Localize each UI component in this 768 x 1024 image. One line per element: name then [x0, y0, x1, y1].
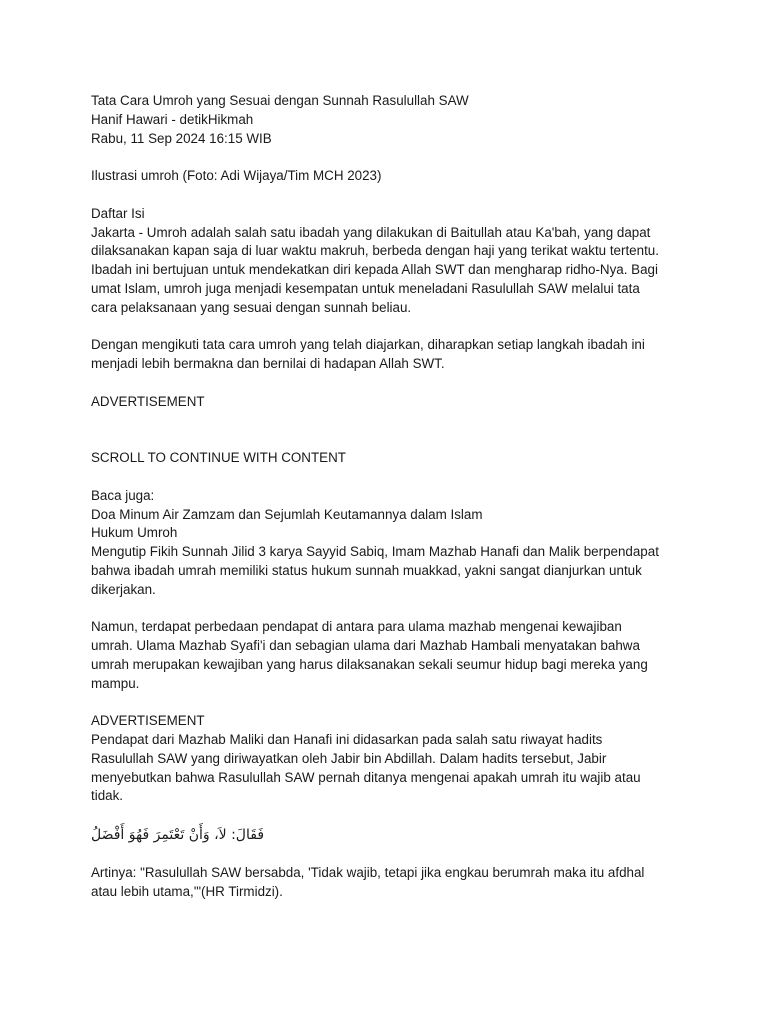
advertisement-label: ADVERTISEMENT — [91, 393, 205, 409]
advertisement-label: ADVERTISEMENT — [91, 713, 205, 729]
paragraph: Artinya: "Rasulullah SAW bersabda, 'Tidak wajib, tetapi jika engkau berumrah maka itu afdhal atau lebih utama,'"(HR Tirmidzi). — [91, 864, 645, 899]
article-title: Tata Cara Umroh yang Sesuai dengan Sunnah Rasulullah SAW — [91, 93, 469, 108]
arabic-quote: فَقَالَ: لاَ، وَأَنْ تَعْتَمِرَ فَهُوَ أَفْضَلُ — [91, 827, 265, 844]
section-heading: Hukum Umroh — [91, 525, 178, 541]
paragraph: Pendapat dari Mazhab Maliki dan Hanafi ini didasarkan pada salah satu riwayat hadits Rasulullah SAW yang diriwayatkan oleh Jabir bin Abdillah. Dalam hadits tersebut, Jabir menyebutkan bahwa Rasulullah SAW pernah ditanya mengenai apakah umrah itu wajib atau tidak. — [91, 732, 641, 804]
paragraph: Namun, terdapat perbedaan pendapat di antara para ulama mazhab mengenai kewajiban umrah. Ulama Mazhab Syafi'i dan sebagian ulama dari Mazhab Hambali menyatakan bahwa umrah merupakan kewajiban yang harus dilaksanakan sekali seumur hidup bagi mereka yang mampu. — [91, 619, 648, 691]
image-caption: Ilustrasi umroh (Foto: Adi Wijaya/Tim MCH 2023) — [91, 168, 382, 184]
paragraph: Jakarta - Umroh adalah salah satu ibadah yang dilakukan di Baitullah atau Ka'bah, yang dapat dilaksanakan kapan saja di luar waktu makruh, berbeda dengan haji yang terikat waktu tertentu. Ibadah ini bertujuan untuk mendekatkan diri kepada Allah SWT dan mengharap ridho-Nya. Bagi umat Islam, umroh juga menjadi kesempatan untuk meneladani Rasulullah SAW melalui tata cara pelaksanaan yang sesuai dengan sunnah beliau. — [91, 224, 659, 315]
article-byline: Hanif Hawari - detikHikmah — [91, 111, 254, 127]
article-date: Rabu, 11 Sep 2024 16:15 WIB — [91, 130, 272, 146]
paragraph: Dengan mengikuti tata cara umroh yang telah diajarkan, diharapkan setiap langkah ibadah ini menjadi lebih bermakna dan bernilai di hadapan Allah SWT. — [91, 337, 645, 372]
read-also-label: Baca juga: — [91, 487, 155, 503]
article-body — [91, 92, 691, 901]
read-also-link[interactable]: Doa Minum Air Zamzam dan Sejumlah Keutamannya dalam Islam — [91, 506, 483, 522]
toc-label: Daftar Isi — [91, 205, 145, 221]
scroll-to-continue-label: SCROLL TO CONTINUE WITH CONTENT — [91, 450, 346, 466]
paragraph: Mengutip Fikih Sunnah Jilid 3 karya Sayyid Sabiq, Imam Mazhab Hanafi dan Malik berpendapat bahwa ibadah umrah memiliki status hukum sunnah muakkad, yakni sangat dianjurkan untuk dikerjakan. — [91, 544, 659, 597]
